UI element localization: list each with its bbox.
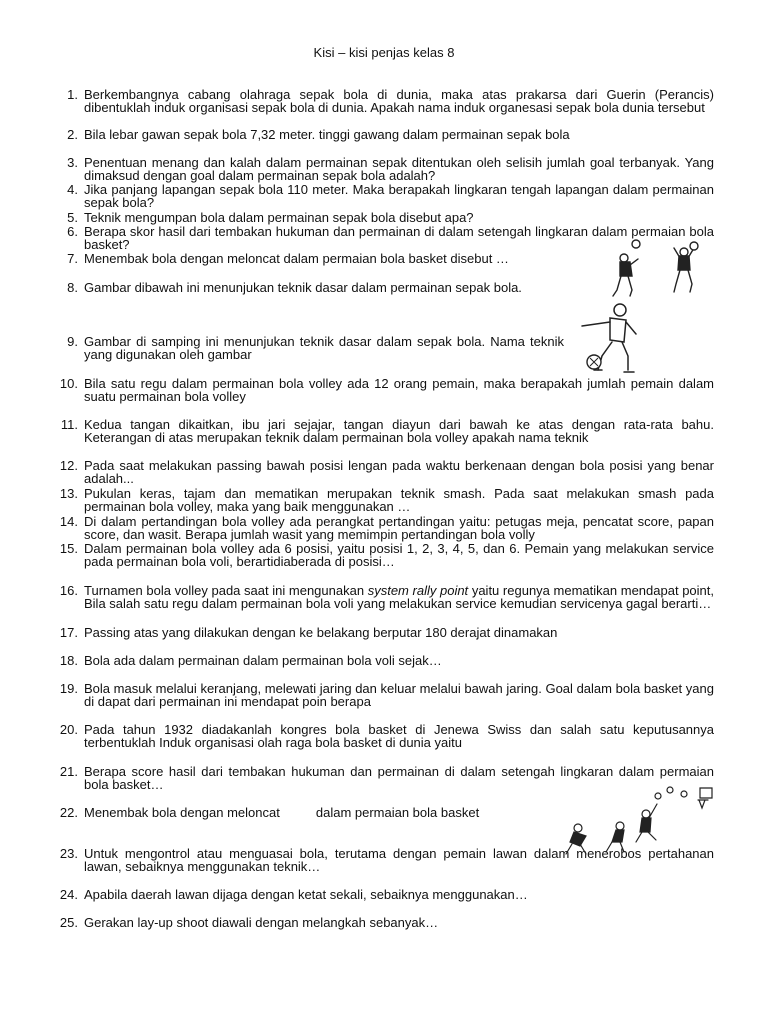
question-item — [52, 487, 714, 514]
question-text: Bola ada dalam permainan dalam permainan bola voli sejak… — [84, 653, 442, 668]
question-number: 8. — [67, 280, 78, 295]
lay-up-illustration — [560, 782, 720, 856]
question-item — [52, 418, 714, 445]
question-text — [84, 584, 714, 611]
question-item — [52, 654, 714, 667]
question-number: 2. — [67, 127, 78, 142]
soccer-player-illustration — [574, 300, 644, 378]
lay-up-figure — [560, 782, 720, 856]
question-text: Bola masuk melalui keranjang, melewati jaring dan keluar melalui bawah jaring. Goal dalam bola basket yang di dapat dari permainan ini mendapat poin berapa — [84, 681, 714, 710]
question-item — [52, 515, 714, 542]
question-item — [52, 916, 714, 929]
question-text: Bila lebar gawan sepak bola 7,32 meter. tinggi gawang dalam permainan sepak bola — [84, 127, 570, 142]
question-number: 9. — [67, 334, 78, 349]
question-number: 5. — [67, 210, 78, 225]
question-number: 11. — [60, 417, 78, 432]
question-item — [52, 626, 714, 639]
question-text-part: Turnamen bola volley pada saat ini mengunakan — [84, 583, 368, 598]
question-number: 18. — [59, 653, 78, 668]
question-text: Penentuan menang dan kalah dalam permainan sepak ditentukan oleh selisih jumlah goal terbanyak. Yang dimaksud dengan goal dalam permainan sepak bola adalah? — [84, 155, 714, 184]
question-number: 12. — [59, 458, 78, 473]
question-number: 1. — [67, 87, 78, 102]
question-text: Untuk mengontrol atau menguasai bola, terutama dengan pemain lawan dalam menerobos pertahanan lawan, sebaiknya menggunakan teknik… — [84, 846, 714, 875]
question-item — [52, 377, 714, 404]
question-number: 6. — [67, 224, 78, 239]
question-number: 21. — [59, 764, 78, 779]
soccer-player-figure — [574, 300, 644, 378]
question-item — [52, 183, 714, 210]
question-number: 10. — [59, 376, 78, 391]
question-text-part: Menembak bola dengan meloncat — [84, 805, 280, 820]
document-title: Kisi – kisi penjas kelas 8 — [313, 45, 455, 60]
question-text-part: yaitu regunya mematikan mendapat point, Bila salah satu regu dalam permainan bola voli yang melakukan service kemudian servicenya gagal berarti… — [84, 583, 715, 612]
question-number: 3. — [67, 155, 78, 170]
question-text-italic: system rally point — [367, 583, 469, 598]
question-text: Jika panjang lapangan sepak bola 110 meter. Maka berapakah lingkaran tengah lapangan dalam permainan sepak bola? — [84, 182, 714, 211]
question-text: Gambar dibawah ini menunjukan teknik dasar dalam permainan sepak bola. — [84, 280, 522, 295]
question-number: 22. — [59, 805, 78, 820]
question-text: Berapa skor hasil dari tembakan hukuman dan permainan di dalam setengah lingkaran dalam permaian bola basket? — [84, 224, 714, 253]
jump-shot-illustration — [606, 238, 716, 302]
question-text: Pada saat melakukan passing bawah posisi lengan pada waktu berkenaan dengan bola posisi yang benar adalah... — [84, 458, 714, 487]
question-item — [52, 888, 714, 901]
question-number: 13. — [59, 486, 78, 501]
question-text: Menembak bola dengan meloncat dalam permaian bola basket disebut … — [84, 251, 509, 266]
question-number: 24. — [59, 887, 78, 902]
question-text: Berapa score hasil dari tembakan hukuman dan permainan di dalam setengah lingkaran dalam permaian bola basket… — [84, 764, 714, 793]
question-number: 4. — [67, 182, 78, 197]
question-item — [52, 128, 714, 141]
question-number: 16. — [59, 583, 78, 598]
question-number: 17. — [59, 625, 78, 640]
question-number: 7. — [67, 251, 78, 266]
question-number: 23. — [59, 846, 78, 861]
question-text: Gerakan lay-up shoot diawali dengan melangkah sebanyak… — [84, 915, 439, 930]
question-text: Kedua tangan dikaitkan, ibu jari sejajar, tangan diayun dari bawah ke atas dengan rata-rata bahu. Keterangan di atas merupakan teknik dalam permainan bola volley apakah nama teknik — [84, 417, 714, 446]
question-item — [52, 88, 714, 115]
question-item — [52, 723, 714, 750]
question-text: Pukulan keras, tajam dan mematikan merupakan teknik smash. Pada saat melakukan smash pada permainan bola volley, maka yang baik menggunakan … — [84, 486, 714, 515]
question-text: Bila satu regu dalam permainan bola volley ada 12 orang pemain, maka berapakah jumlah pemain dalam suatu permainan bola volley — [84, 376, 714, 405]
question-text: Di dalam pertandingan bola volley ada perangkat pertandingan yaitu: petugas meja, pencatat score, papan score, dan wasit. Berapa jumlah wasit yang memimpin pertandingan bola volly — [84, 514, 714, 543]
question-item — [52, 584, 714, 611]
question-item — [52, 542, 714, 569]
question-number: 15. — [59, 541, 78, 556]
question-text: Passing atas yang dilakukan dengan ke belakang berputar 180 derajat dinamakan — [84, 625, 558, 640]
question-text: Gambar di samping ini menunjukan teknik dasar dalam sepak bola. Nama teknik yang digunakan oleh gambar — [84, 334, 564, 363]
question-text: Apabila daerah lawan dijaga dengan ketat sekali, sebaiknya menggunakan… — [84, 887, 528, 902]
question-item — [52, 459, 714, 486]
question-number: 20. — [59, 722, 78, 737]
jump-shot-figure — [606, 238, 716, 302]
question-number: 14. — [59, 514, 78, 529]
question-number: 19. — [59, 681, 78, 696]
question-item — [52, 156, 714, 183]
question-text-part: dalam permaian bola basket — [315, 805, 480, 820]
question-text: Dalam permainan bola volley ada 6 posisi, yaitu posisi 1, 2, 3, 4, 5, dan 6. Pemain yang melakukan service pada permainan bola voli, berartidiaberada di posisi… — [84, 541, 714, 570]
question-text: Berkembangnya cabang olahraga sepak bola di dunia, maka atas prakarsa dari Guerin (Perancis) dibentuklah induk organisasi sepak bola di dunia. Apakah nama induk organesasi sepak bola dunia tersebut — [84, 87, 714, 116]
question-item — [52, 211, 714, 224]
question-text: Teknik mengumpan bola dalam permainan sepak bola disebut apa? — [84, 210, 474, 225]
question-number: 25. — [59, 915, 78, 930]
question-item — [52, 682, 714, 709]
question-text: Pada tahun 1932 diadakanlah kongres bola basket di Jenewa Swiss dan salah satu keputusannya terbentuklah Induk organisasi olah raga bola basket di dunia yaitu — [84, 722, 714, 751]
